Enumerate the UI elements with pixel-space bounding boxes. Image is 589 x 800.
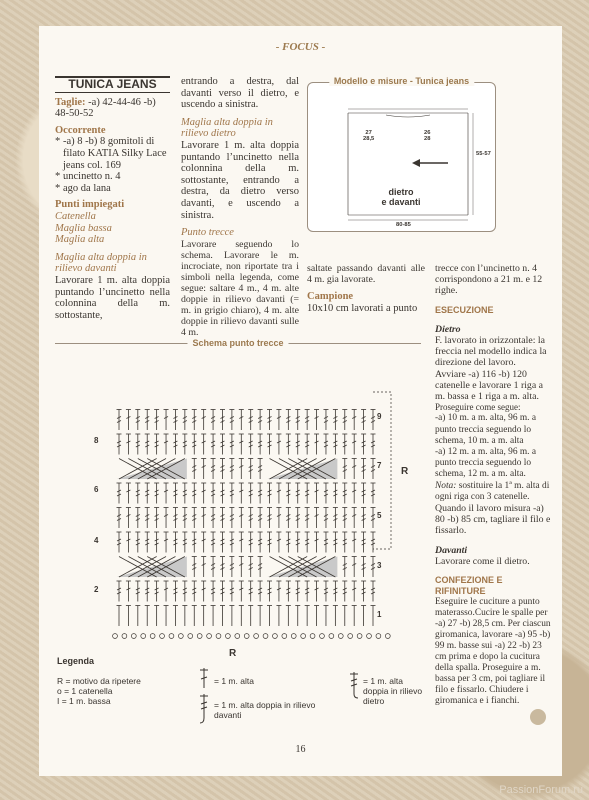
legend-dc: = 1 m. alta [214, 676, 254, 686]
watermark: PassionForum.ru [499, 784, 583, 796]
trecce-text: Lavorare seguendo lo schema. Lavorare le m. incrociate, non riportate tra i simboli nella legenda, come segue: saltare 4 m., 4 m. alte doppie in rilievo davanti (= m. in grigio chiaro), 4 m. alte doppie in rilievo davanti sulle 4 m. [181, 238, 299, 338]
row-number: 8 [94, 436, 99, 445]
dietro-heading: Dietro [435, 323, 461, 335]
dietro-p5: -a) 12 m. a m. alta, 96 m. a punto treccia seguendo lo schema, 12 m. a m. alta. [435, 447, 537, 480]
row-number: 6 [94, 485, 99, 494]
confezione-heading: CONFEZIONE E RIFINITURE [435, 575, 503, 597]
legend-sc: I = 1 m. bassa [57, 696, 111, 706]
nota-label: Nota: [435, 480, 457, 491]
repeat-label: R [229, 648, 237, 659]
row-number: 5 [377, 511, 382, 520]
trecce-heading: Punto trecce [181, 227, 234, 239]
stitch-item: Maglia bassa [55, 222, 112, 234]
page-number: 16 [295, 744, 306, 755]
dietro-p2: Avviare -a) 116 -b) 120 catenelle e lavorare 1 riga a m. bassa e 1 riga a m. alta. [435, 368, 543, 403]
legend [57, 656, 423, 726]
row-number: 3 [377, 561, 382, 570]
chart-title: Schema punto trecce [187, 338, 288, 348]
column-materials [55, 76, 170, 321]
measure-top-right: 26 [424, 130, 431, 136]
row-number: 2 [94, 585, 99, 594]
pattern-title: TUNICA JEANS [55, 76, 170, 93]
repeat-label-right: R [401, 466, 409, 477]
punti-heading: Punti impiegati [55, 199, 125, 211]
legend-title: Legenda [57, 656, 95, 666]
sizes-label: Taglie: [55, 96, 86, 108]
measure-top-right-2: 28 [424, 136, 431, 142]
materials-item: * ago da lana [55, 183, 170, 195]
dietro-p3: Proseguire come segue: [435, 402, 521, 413]
garment-schematic [308, 83, 495, 231]
legend-symbols [197, 666, 211, 726]
row-number: 9 [377, 412, 382, 421]
campione-cont: trecce con l’uncinetto n. 4 corrispondono a 21 m. e 12 righe. [435, 263, 543, 297]
campione-text: 10x10 cm lavorati a punto [307, 302, 418, 314]
maglia-davanti-text: Lavorare 1 m. alta doppia puntando l’uncinetto nella colonnina della m. sottostante, [55, 274, 170, 321]
measure-top-left-2: 28,5 [363, 136, 375, 142]
nota-text: sostituire la 1ª m. alta di ogni riga con 3 catenelle. [435, 480, 550, 502]
trecce-cont: saltate passando davanti alle 4 m. gia lavorate. [307, 263, 425, 285]
yarn-ball-icon [530, 709, 546, 725]
occorrente-heading: Occorrente [55, 124, 106, 136]
row-number: 4 [94, 536, 99, 545]
legend-chain: o = 1 catenella [57, 686, 113, 696]
legend-front-post: = 1 m. alta doppia in rilievo davanti [214, 700, 316, 720]
maglia-dietro-heading: Maglia alta doppia in rilievo dietro [181, 116, 273, 140]
sizes-value: -a) 42-44-46 -b) 48-50-52 [55, 96, 156, 120]
column-stitches [181, 76, 299, 338]
materials-item: * uncinetto n. 4 [55, 171, 170, 183]
stitch-item: Maglia alta [55, 234, 105, 246]
materials-item: * -a) 8 -b) 8 gomitoli di filato KATIA Silky Lace jeans col. 169 [55, 136, 170, 171]
dietro-p1: F. lavorato in orizzontale: la freccia nel modello indica la direzione del lavoro. [435, 335, 547, 369]
legend-back-post: = 1 m. alta doppia in rilievo dietro [363, 676, 423, 706]
davanti-text: Lavorare come il dietro. [435, 555, 530, 567]
maglia-dietro-text: Lavorare 1 m. alta doppia puntando l’uncinetto nella colonnina della m. sottostante, entrando a destra, da dietro verso davanti, e uscendo a sinistra. [181, 139, 299, 221]
materials-list [55, 136, 170, 194]
measure-top-left: 27 [365, 130, 372, 136]
page-header: - FOCUS - [275, 41, 326, 53]
diagram-label-2: e davanti [381, 197, 421, 207]
legend-repeat: R = motivo da ripetere [57, 676, 141, 686]
dietro-p4: -a) 10 m. a m. alta, 96 m. a punto treccia seguendo lo schema, 10 m. a m. alta [435, 413, 537, 446]
stitch-item: Catenella [55, 210, 96, 222]
column-instructions [435, 263, 551, 707]
magazine-page [39, 26, 562, 776]
maglia-davanti-cont: entrando a destra, dal davanti verso il dietro, e uscendo a sinistra. [181, 76, 299, 111]
measurement-diagram [307, 76, 496, 232]
confezione-text: Eseguire le cuciture a punto materasso.Cucire le spalle per -a) 27 -b) 28,5 cm. Per ciascun giromanica, lavorare -a) 95 -b) 99 m. basse sui -a) 22 -b) 23 cm prima e dopo la cucitura della spalla. Proseguire a m. bassa per 3 cm, poi tagliare il filo e fissarlo. Chiudere i giromanica e i fianchi. [435, 597, 551, 707]
davanti-heading: Davanti [435, 544, 468, 556]
dietro-p6: Quando il lavoro misura -a) 80 -b) 85 cm, tagliare il filo e fissarlo. [435, 503, 551, 537]
column-campione [307, 263, 425, 314]
campione-heading: Campione [307, 291, 354, 302]
row-number: 1 [377, 610, 382, 619]
measure-width: 80-85 [396, 222, 411, 228]
esecuzione-heading: ESECUZIONE [435, 304, 494, 315]
diagram-title: Modello e misure - Tunica jeans [329, 76, 474, 86]
measure-height: 55-57 [476, 151, 491, 157]
maglia-davanti-heading: Maglia alta doppia in rilievo davanti [55, 251, 147, 275]
legend-back-post-symbol [347, 670, 361, 700]
diagram-label-1: dietro [388, 187, 414, 197]
row-number: 7 [377, 461, 382, 470]
chart-section [55, 338, 421, 640]
